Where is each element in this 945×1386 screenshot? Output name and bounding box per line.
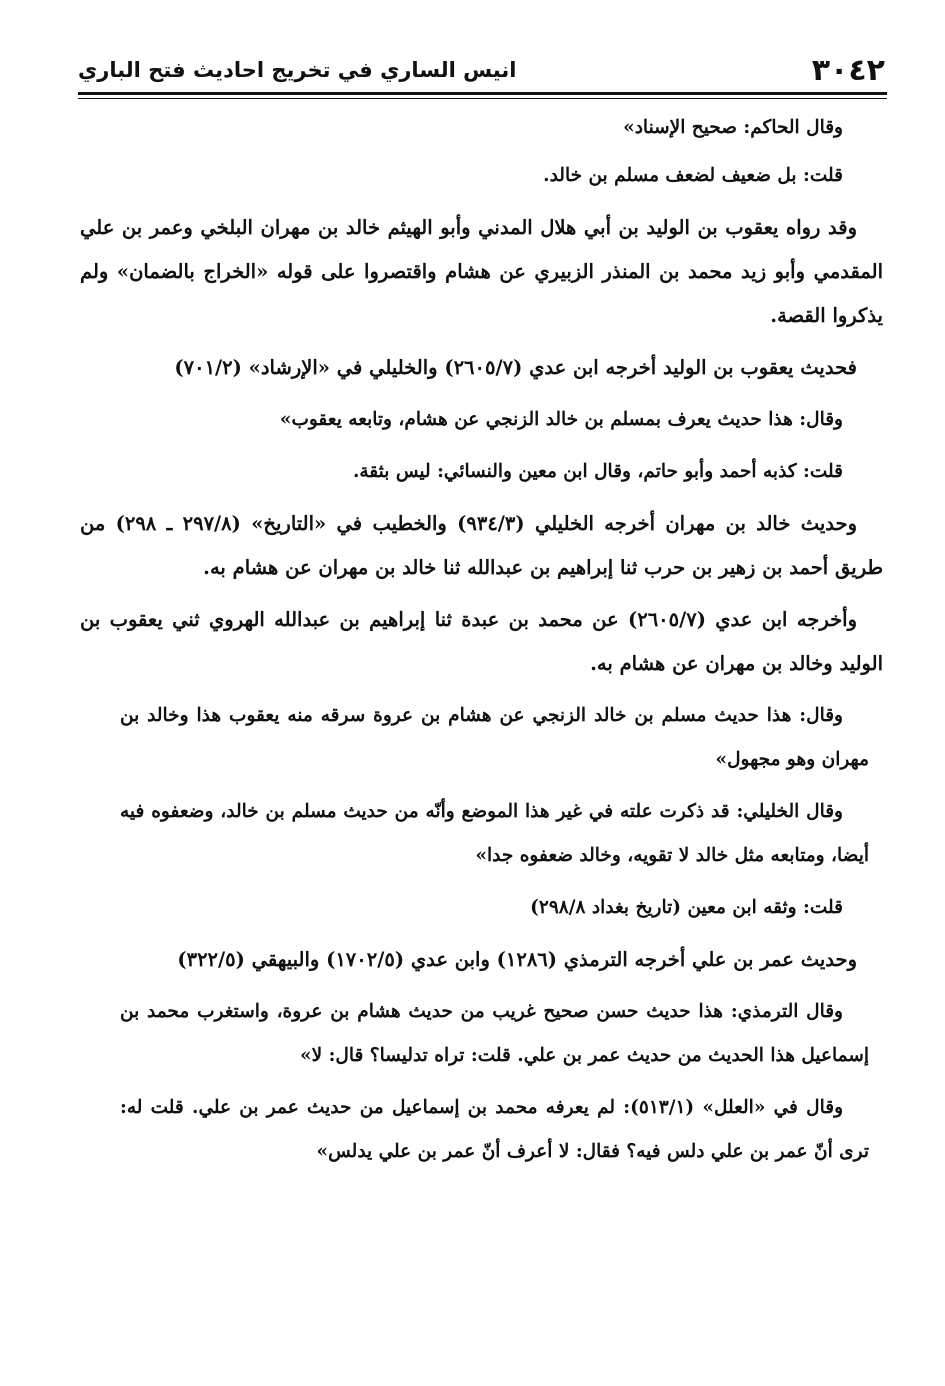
paragraph: وقال الخليلي: قد ذكرت علته في غير هذا الموضع وأنّه من حديث مسلم بن خالد، وضعفوه فيه أيضا، ومتابعه مثل خالد لا تقويه، وخالد ضعفوه جدا»: [120, 801, 869, 866]
paragraph: قلت: كذبه أحمد وأبو حاتم، وقال ابن معين والنسائي: ليس بثقة.: [352, 461, 843, 482]
paragraph: وقال في «العلل» (٥١٣/١): لم يعرفه محمد بن إسماعيل من حديث عمر بن علي. قلت له: ترى أنّ عمر بن علي دلس فيه؟ فقال: لا أعرف أنّ عمر بن علي يدلس»: [120, 1097, 869, 1162]
paragraph: وقال: هذا حديث يعرف بمسلم بن خالد الزنجي عن هشام، وتابعه يعقوب»: [279, 409, 843, 430]
paragraph: وقال الحاكم: صحيح الإسناد»: [623, 117, 843, 138]
running-title: انيس الساري في تخريج احاديث فتح الباري: [78, 58, 517, 82]
paragraph: قلت: بل ضعيف لضعف مسلم بن خالد.: [543, 165, 843, 186]
paragraph: قلت: وثقه ابن معين (تاريخ بغداد ٢٩٨/٨): [530, 897, 843, 918]
page-header: [78, 46, 885, 94]
header-rule-thick: [78, 92, 887, 95]
header-rule-thin: [78, 98, 887, 99]
page-number: ٣٠٤٢: [811, 52, 885, 88]
paragraph: وقال: هذا حديث مسلم بن خالد الزنجي عن هشام بن عروة سرقه منه يعقوب هذا وخالد بن مهران وهو مجهول»: [120, 705, 869, 770]
body-text: [80, 106, 883, 1182]
paragraph: وقال الترمذي: هذا حديث حسن صحيح غريب من حديث هشام بن عروة، واستغرب محمد بن إسماعيل هذا الحديث من حديث عمر بن علي. قلت: تراه تدليسا؟ قال: لا»: [120, 1001, 869, 1066]
paragraph: وحديث عمر بن علي أخرجه الترمذي (١٢٨٦) وابن عدي (١٧٠٢/٥) والبيهقي (٣٢٢/٥): [177, 948, 857, 971]
paragraph: وقد رواه يعقوب بن الوليد بن أبي هلال المدني وأبو الهيثم خالد بن مهران البلخي وعمر بن علي المقدمي وأبو زيد محمد بن المنذر الزبيري عن هشام واقتصروا على قوله «الخراج بالضمان» ولم يذكروا القصة.: [80, 216, 883, 327]
paragraph: فحديث يعقوب بن الوليد أخرجه ابن عدي (٢٦٠٥/٧) والخليلي في «الإرشاد» (٧٠١/٢): [174, 356, 857, 379]
paragraph: وأخرجه ابن عدي (٢٦٠٥/٧) عن محمد بن عبدة ثنا إبراهيم بن عبدالله الهروي ثني يعقوب بن الوليد وخالد بن مهران عن هشام به.: [80, 608, 883, 675]
paragraph: وحديث خالد بن مهران أخرجه الخليلي (٩٣٤/٣) والخطيب في «التاريخ» (٢٩٧/٨ ـ ٢٩٨) من طريق أحمد بن زهير بن حرب ثنا إبراهيم بن عبدالله ثنا خالد بن مهران عن هشام به.: [80, 512, 883, 579]
